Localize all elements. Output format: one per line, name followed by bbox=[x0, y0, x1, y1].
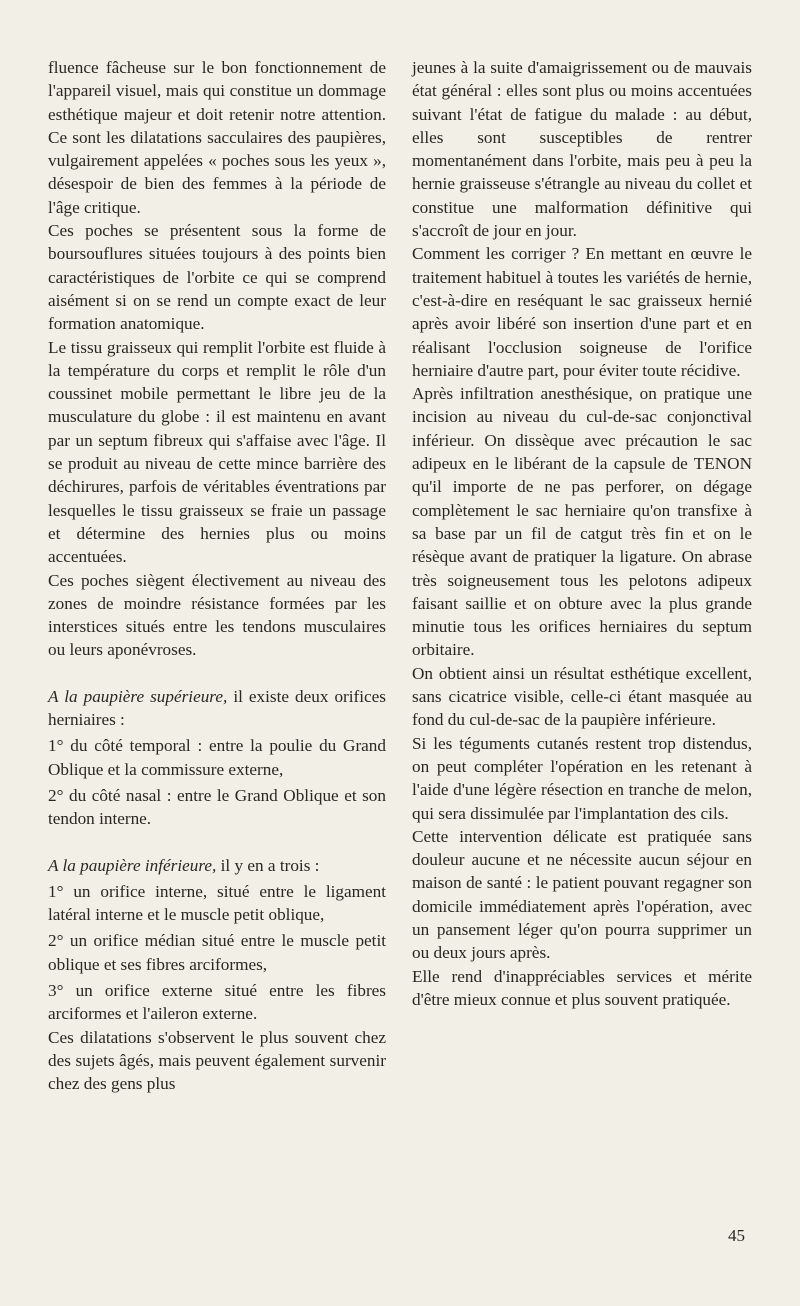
paragraph: fluence fâcheuse sur le bon fonctionnement de l'appareil visuel, mais qui constitue un dommage esthétique majeur et doit retenir notre attention. Ce sont les dilatations sacculaires des paupières, vulgairement appelées « poches sous les yeux », désespoir de bien des femmes à la période de l'âge critique. bbox=[48, 58, 386, 217]
left-column bbox=[48, 56, 386, 1095]
paragraph: Comment les corriger ? En mettant en œuvre le traitement habituel à toutes les variétés de hernie, c'est-à-dire en reséquant le sac graisseux hernié après avoir libéré son insertion d'une part et en réalisant l'occlusion soigneuse de l'orifice herniaire d'autre part, pour éviter toute récidive. bbox=[412, 244, 752, 380]
list-item: 1° un orifice interne, situé entre le ligament latéral interne et le muscle petit oblique, bbox=[48, 881, 386, 925]
list-item: 2° un orifice médian situé entre le muscle petit oblique et ses fibres arciformes, bbox=[48, 931, 386, 974]
paragraph: Ces poches siègent électivement au niveau des zones de moindre résistance formées par les interstices situés entre les tendons musculaires ou leurs aponévroses. bbox=[48, 570, 386, 660]
paragraph: Cette intervention délicate est pratiquée sans douleur aucune et ne nécessite aucun séjour en maison de santé : le patient pouvant regagner son domicile immédiatement après l'opération, avec un pansement léger qu'on pourra supprimer un ou deux jours après. bbox=[412, 826, 752, 963]
upper-eyelid-heading bbox=[48, 685, 386, 732]
paragraph: jeunes à la suite d'amaigrissement ou de mauvais état général : elles sont plus ou moins accentuées suivant l'état de fatigue du malade : au début, elles sont susceptibles de rentrer momentanément dans l'orbite, mais peu à peu la hernie graisseuse s'étrangle au niveau du collet et constitue une malformation définitive qui s'accroît de jour en jour. bbox=[412, 58, 752, 241]
paragraph: Si les téguments cutanés restent trop distendus, on peut compléter l'opération en les retenant à l'aide d'une légère résection en tranche de melon, qui sera dissimulée par l'implantation des cils. bbox=[412, 733, 752, 823]
paragraph: Ces dilatations s'observent le plus souvent chez des sujets âgés, mais peuvent également survenir chez des gens plus bbox=[48, 1027, 386, 1094]
lower-eyelid-heading bbox=[48, 854, 386, 877]
list-item: 2° du côté nasal : entre le Grand Oblique et son tendon interne. bbox=[48, 785, 386, 829]
list-item: 3° un orifice externe situé entre les fibres arciformes et l'aileron externe. bbox=[48, 980, 386, 1024]
list-item: 1° du côté temporal : entre la poulie du Grand Oblique et la commissure externe, bbox=[48, 736, 386, 779]
paragraph: Le tissu graisseux qui remplit l'orbite est fluide à la température du corps et remplit le rôle d'un coussinet mobile permettant le libre jeu de la musculature du globe : il est maintenu en avant par un septum fibreux qui s'affaise avec l'âge. Il se produit au niveau de cette mince barrière des déchirures, parfois de véritables éventrations par lesquelles le tissu graisseux se fraie un passage et détermine des hernies plus ou moins accentuées. bbox=[48, 337, 386, 567]
lower-eyelid-heading-rest: il y en a trois : bbox=[216, 855, 320, 875]
upper-eyelid-heading-italic: A la paupière supérieure, bbox=[48, 686, 228, 706]
paragraph: Elle rend d'inappréciables services et mérite d'être mieux connue et plus souvent pratiquée. bbox=[412, 966, 752, 1009]
upper-eyelid-heading-rest: il existe deux orifices herniaires : bbox=[48, 686, 386, 730]
paragraph: Ces poches se présentent sous la forme de boursouflures situées toujours à des points bien caractéristiques de l'orbite ce qui se comprend aisément si on se rend un compte exact de leur formation anatomique. bbox=[48, 221, 386, 334]
lower-eyelid-heading-italic: A la paupière inférieure, bbox=[48, 855, 217, 875]
paragraph: On obtient ainsi un résultat esthétique excellent, sans cicatrice visible, celle-ci étant masquée au fond du cul-de-sac de la paupière inférieure. bbox=[412, 663, 752, 730]
paragraph: Après infiltration anesthésique, on pratique une incision au niveau du cul-de-sac conjonctival inférieur. On dissèque avec précaution le sac adipeux en le libérant de la capsule de TENON qu'il importe de ne pas perforer, on dégage complètement le sac herniaire qu'on transfixe à sa base par un fil de catgut très fin et on le résèque avant de pratiquer la ligature. On abrase très soigneusement tous les pelotons adipeux faisant saillie et on obture avec la plus grande minutie tous les orifices herniaires du septum orbitaire. bbox=[412, 384, 752, 660]
page-number: 45 bbox=[728, 1226, 745, 1245]
right-column bbox=[412, 56, 752, 1011]
